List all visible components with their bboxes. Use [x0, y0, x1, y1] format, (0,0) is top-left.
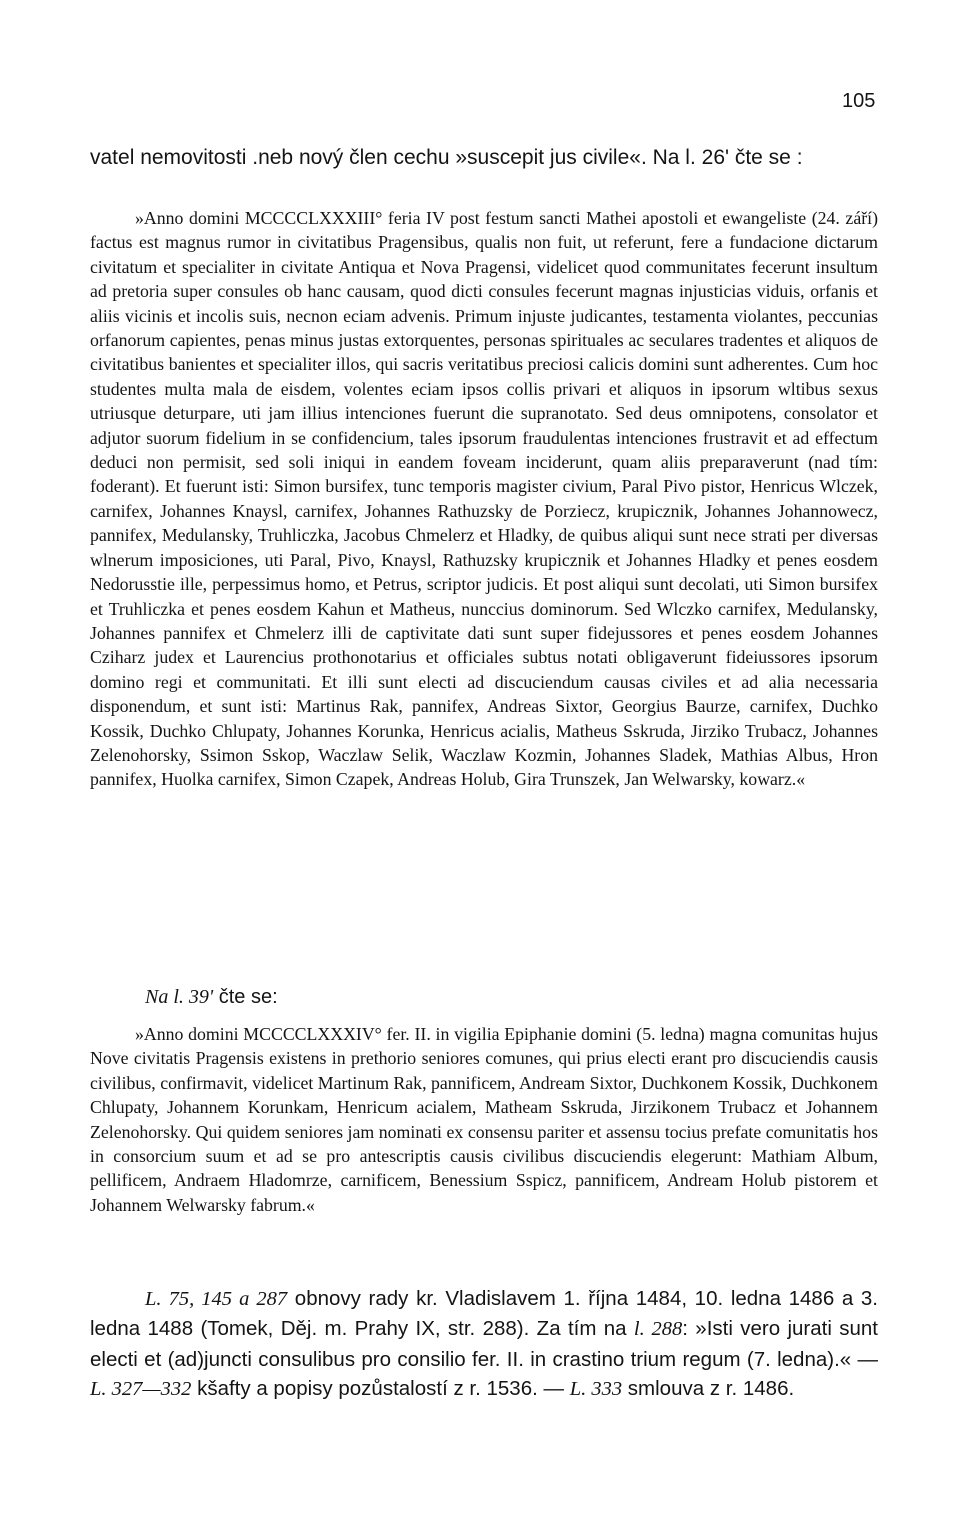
page-number: 105: [842, 90, 876, 112]
commentary-paragraph: [90, 1284, 878, 1404]
commentary-text: obnovy rady kr. Vladislavem 1. října 1484, 10. ledna 1486 a 3. ledna 1488 (Tomek, Děj. m. Prahy IX, str. 288). Za tím na: [90, 1287, 878, 1341]
quote-1483-paragraph: »Anno domini MCCCCLXXXIII° feria IV post festum sancti Mathei apostoli et ewangeliste (24. září) factus est magnus rumor in civitatibus Pragensibus, qualis non fuit, ut referunt, fere a fundacione dictarum civitatum et specialiter in civitate Antiqua et Nova Pragensi, videlicet quod communitates fecerunt insultum ad pretoria super consules ob hanc causam, quod dicti consules fecerunt magnas injusticias viduis, orfanis et aliis vicinis et incolis suis, necnon eciam advenis. Primum injuste judicantes, testamenta violantes, peccunias orfanorum capientes, penas minus justas extorquentes, personas spirituales ac seculares tradentes et aliquos de civitatibus banientes et specialiter illos, qui sacris veritatibus preciosi calicis domini sunt adherentes. Cum hoc studentes multa mala de eisdem, volentes eciam ipsos collis privari et aliquos in ipsorum wltibus sexus utriusque deturpare, uti jam illius intenciones fuerunt die supranotato. Sed deus omnipotens, consolator et adjutor suorum fidelium in se confidencium, tales ipsorum fraudulentas intenciones frustravit et ad effectum deduci non permisit, sed soli iniqui in eandem foveam inciderunt, quam aliis preparaverunt (nad tím: foderant). Et fuerunt isti: Simon bursifex, tunc temporis magister civium, Paral Pivo pistor, Henricus Wlczek, carnifex, Johannes Knaysl, carnifex, Johannes Rathuzsky de Porziecz, krupicznik, Johannes Johannowecz, pannifex, Medulansky, Truhliczka, Jacobus Chmelerz et Hladky, de quibus aliqui sunt nece strati per diversas wlnerum imposiciones, uti Paral, Pivo, Knaysl, Rathuzsky krupicznik et Johannes Hladky et penes eosdem Nedorusstie ille, perpessimus homo, et Petrus, scriptor judicis. Et post aliqui sunt decolati, uti Simon bursifex et Truhliczka et penes eosdem Kahun et Matheus, nunccius dominorum. Sed Wlczko carnifex, Medulansky, Johannes pannifex et Chmelerz illi de captivitate dati sunt super fidejussores et penes eosdem Johannes Cziharz judex et Laurencius prothonotarius et officiales subtus notati obligaverunt fideiussores ipsorum domino regi et communitati. Et illi sunt electi ad discuciendum causas civiles et ad alia necessaria disponendum, et sunt isti: Martinus Rak, pannifex, Andreas Sixtor, Georgius Baurze, carnifex, Duchko Kossik, Duchko Chlupaty, Johannes Korunka, Henricus acialis, Matheus Sskruda, Jirziko Trubacz, Johannes Zelenohorsky, Ssimon Sskop, Waczlaw Selik, Waczlaw Kozmin, Johannes Sladek, Mathias Albus, Hron pannifex, Huolka carnifex, Simon Czapek, Andreas Holub, Gira Trunszek, Jan Welwarsky, kowarz.«: [90, 208, 878, 790]
folio-reference: l. 288: [633, 1318, 683, 1341]
folio-reference: L. 75, 145 a 287: [145, 1288, 288, 1310]
intro-text: vatel nemovitosti .neb nový člen cechu »suscepit jus civile«. Na l. 26' čte se :: [90, 146, 803, 169]
intro-paragraph: [90, 142, 878, 174]
folio-reference: L. 327—332: [90, 1377, 192, 1400]
commentary-text: : »Isti vero jurati sunt electi et (ad)juncti consulibus pro consilio fer. II. in crastino trium regum (7. ledna).« —: [90, 1317, 878, 1371]
folio-reference: L. 333: [569, 1377, 623, 1400]
commentary-text: smlouva z r. 1486.: [622, 1376, 795, 1400]
folio-reference: Na l. 39': [145, 986, 214, 1008]
commentary-text: kšafty a popisy pozůstalostí z r. 1536. —: [191, 1376, 570, 1400]
section-heading-text: čte se:: [218, 986, 278, 1008]
quote-1484-paragraph: »Anno domini MCCCCLXXXIV° fer. II. in vigilia Epiphanie domini (5. ledna) magna comunitas hujus Nove civitatis Pragensis existens in prethorio seniores comunes, qui prius electi erant pro discuciendis causis civilibus, confirmavit, videlicet Martinum Rak, pannificem, Andream Sixtor, Duchkonem Kossik, Duchkonem Chlupaty, Johannem Korunkam, Henricum acialem, Matheam Sskruda, Jirzikonem Trubacz et Johannem Zelenohorsky. Qui quidem seniores jam nominati ex consensu pariter et assensu tocius prefate comunitatis hos in consorcium suum et ad se pro antescriptis causis civilibus discuciendis elegerunt: Mathiam Album, pellificem, Andraem Hladomrze, carnificem, Benessium Sspicz, pannificem, Andream Holub pistorem et Johannem Welwarsky fabrum.«: [90, 1024, 878, 1215]
section-heading: [145, 982, 278, 1012]
